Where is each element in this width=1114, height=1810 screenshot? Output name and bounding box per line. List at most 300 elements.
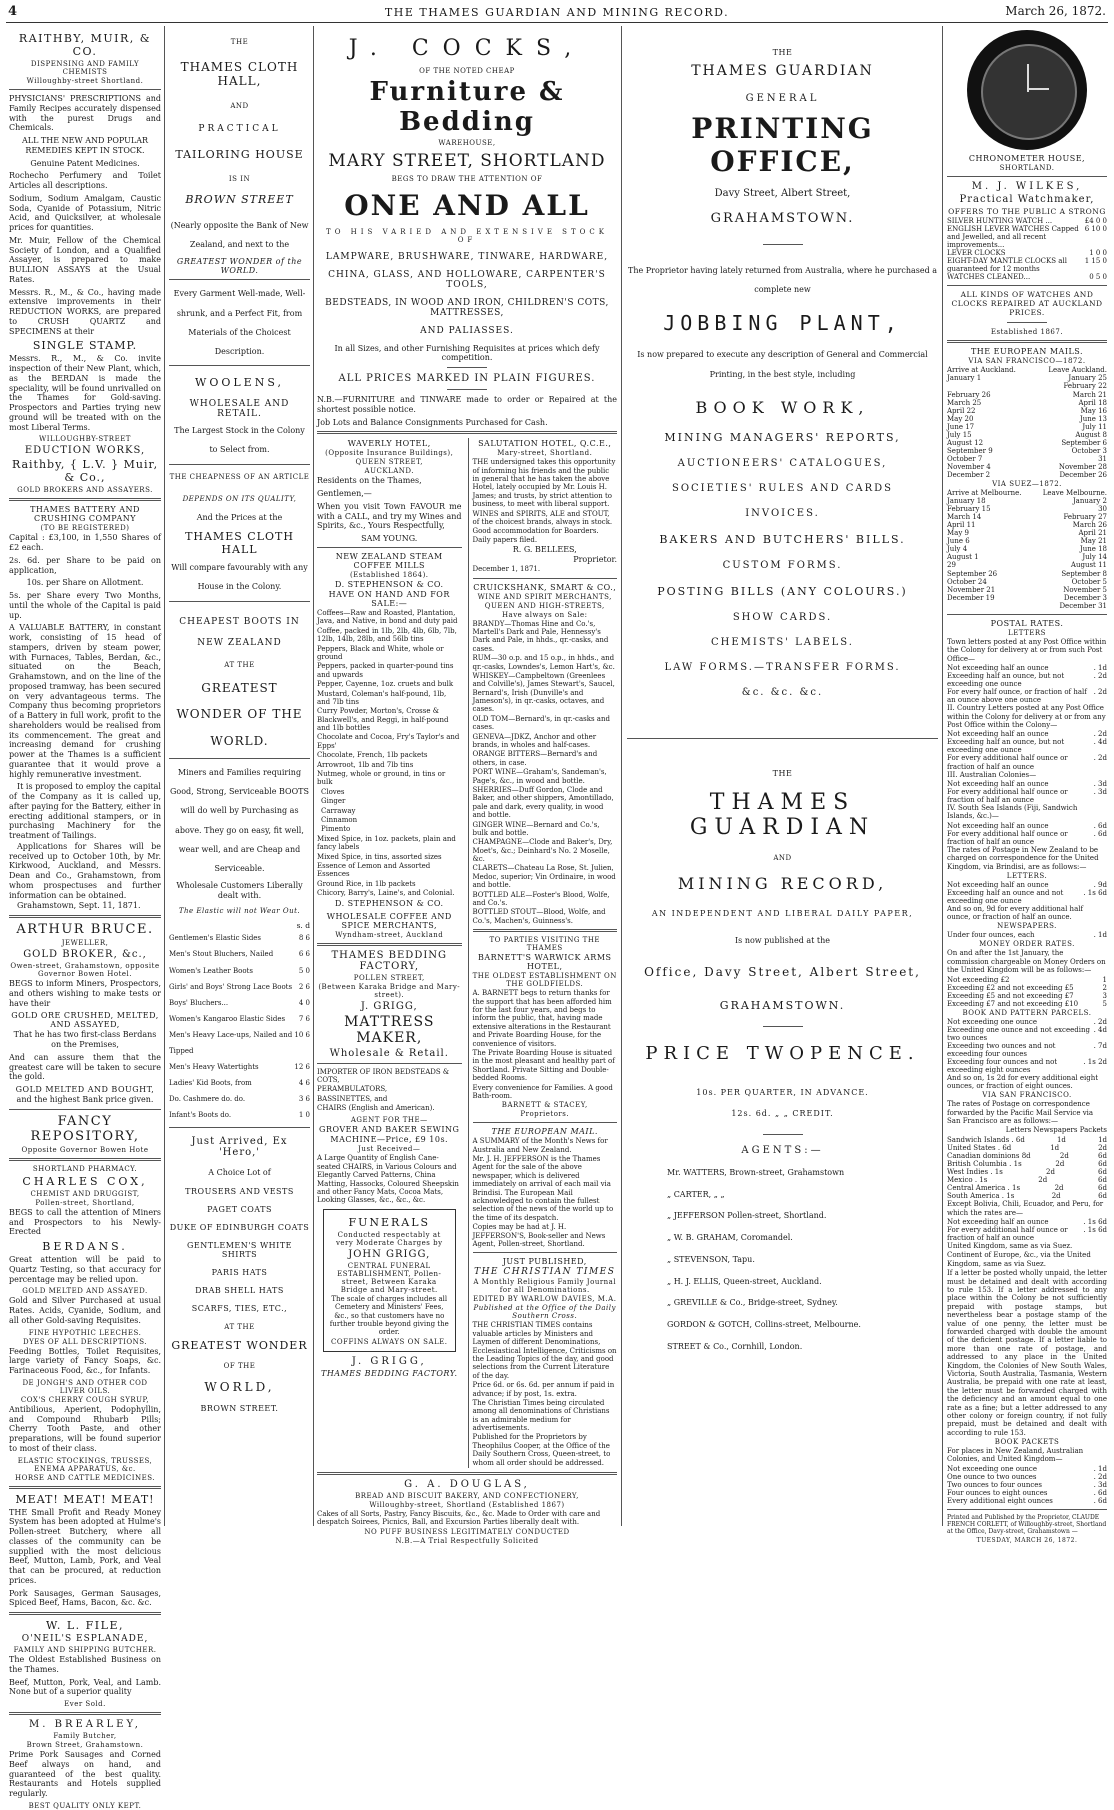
ad-signature: BARNETT & STACEY, [501, 1101, 588, 1110]
sf-mail-row [947, 407, 1107, 415]
rate-row [947, 1481, 1107, 1489]
ad-address: Owen-street, Grahamstown, opposite Governor Bowen Hotel. [10, 962, 160, 978]
rate-row [947, 1168, 1107, 1176]
ad-text: Prime Pork Sausages and Corned Beef always on hand, and guaranteed of the best quality. Restaurants and Hotels supplied regularly. [9, 1750, 161, 1798]
wine-item: PORT WINE—Graham's, Sandeman's, Page's, &c., in wood and bottle. [472, 768, 607, 785]
rate-row-cell: . 6d [1093, 1497, 1107, 1506]
ad-subtitle: A Monthly Religious Family Journal for all Denominations. [473, 1278, 617, 1295]
ad-heading: TAILORING HOUSE [175, 148, 304, 161]
rate-row [947, 1160, 1107, 1168]
suez-mail-row-cell: 29 [947, 561, 956, 570]
ad-subtitle: Opposite Governor Bowen Hote [21, 1145, 149, 1154]
rate-row [947, 664, 1107, 672]
rates-table [947, 976, 1107, 1008]
ad-heading: WHOLESALE AND RETAIL. [189, 399, 290, 420]
rate-row-cell: Every additional eight ounces [947, 1497, 1053, 1506]
ad-text: Nutmeg, whole or ground, in tins or bulk [317, 770, 446, 787]
arrived-items [169, 1187, 310, 1313]
ad-heading: GROVER AND BAKER SEWING [319, 1125, 460, 1135]
ad-firm: Raithby, { L.V. } Muir, & Co., [11, 458, 159, 485]
ad-heading: Practical Watchmaker, [959, 194, 1095, 205]
wine-item: GENEVA—JDKZ, Anchor and other brands, in wholes and half-cases. [472, 732, 597, 750]
suez-mail-row-cell: April 21 [1078, 529, 1107, 538]
ad-text: OF THE [223, 1362, 256, 1371]
ad-text: IMPORTER OF IRON BEDSTEADS & COTS, [317, 1067, 450, 1084]
suez-mail-row-cell: October 5 [1071, 577, 1107, 586]
wine-item: CLARETS—Chateau La Rose, St. Julien, Medoc, superior; Vin Ordinaire, in wood and bottle. [472, 864, 616, 890]
section-subtitle: BOOK AND PATTERN PARCELS. [962, 1008, 1092, 1017]
ad-text: In all Sizes, and other Furnishing Requisites at prices which defy competition. [334, 344, 600, 362]
ad-text: THE [772, 48, 793, 57]
ad-heading: BEST QUALITY ONLY KEPT. [28, 1801, 142, 1810]
agent-item: „ W. B. GRAHAM, Coromandel. [667, 1233, 793, 1242]
ad-heading: DEPENDS ON ITS QUALITY, [182, 494, 297, 503]
ad-text: Ever Sold. [64, 1700, 106, 1708]
printing-service: BOOK WORK, [695, 397, 870, 417]
rate-row [947, 822, 1107, 830]
ad-text: AT THE [224, 1323, 255, 1332]
spice-list [317, 788, 462, 834]
ad-heading: AGENTS:— [741, 1144, 824, 1156]
rate-row-cell: 6d [1098, 1176, 1107, 1185]
spice-item: Ginger [321, 797, 346, 806]
rate-row [947, 1184, 1107, 1192]
rate-row-cell: Sandwich Islands . 6d [947, 1135, 1025, 1144]
watch-price-row [947, 225, 1107, 249]
ad-address: Office, Davy Street, Albert Street, [644, 964, 921, 979]
ad-heading: MATTRESS MAKER, [344, 1013, 435, 1046]
price-header: s. d [296, 920, 310, 930]
ad-pharmacy [9, 1165, 161, 1482]
ad-heading: GREATEST WONDER [171, 1339, 308, 1353]
ad-heading: FUNERALS [348, 1215, 431, 1229]
ad-title: CHARLES COX, [22, 1174, 148, 1188]
ad-text: CHINA, GLASS, AND HOLLOWARE, CARPENTER'S TOOLS, [328, 270, 606, 290]
ad-text: Coffee, packed in 1lb, 2lb, 4lb, 6lb, 7lb, 12lb, 14lb, 28lb, and 56lb tins [317, 626, 457, 644]
suez-mail-row-cell: February 15 [947, 505, 991, 514]
ad-text: Good accommodation for Boarders. Daily papers filed. [472, 527, 599, 544]
printing-service: INVOICES. [745, 507, 820, 519]
wine-item: BOTTLED ALE—Foster's Blood, Wolfe, and Co.'s. [472, 890, 610, 908]
ad-salutation [473, 439, 618, 573]
ad-firm: J. GRIGG, [360, 1000, 418, 1012]
section-subtitle: VIA SUEZ—1872. [992, 480, 1062, 489]
section-subtitle: BOOK PACKETS [994, 1438, 1060, 1447]
ad-text: Established 1867. [990, 328, 1064, 337]
ad-text: And the Prices at the [196, 512, 283, 522]
wine-item: BOTTLED STOUT—Blood, Wolfe, and Co.'s, Machen's, Guinness's. [472, 908, 606, 925]
suez-mail-row-cell: April 11 [947, 521, 976, 530]
suez-mail-row [947, 586, 1107, 594]
ad-text: And can assure them that the greatest care will be taken to secure the gold. [9, 1052, 161, 1082]
boot-price-row-cell: 3 6 [298, 1095, 310, 1104]
rate-row-cell: 5 [1102, 999, 1107, 1008]
ad-battery [9, 505, 161, 911]
ad-text: Chocolate and Cocoa, Fry's Taylor's and Epps' [317, 733, 460, 750]
ad-heading: WILLOUGHBY-STREET [39, 435, 131, 444]
table-header: Leave Auckland. [1048, 366, 1107, 375]
ad-heading: MACHINE—Price, £9 10s. [330, 1135, 449, 1145]
rate-row-cell: . 1s 6d [1083, 889, 1107, 898]
boot-price-row-cell: Women's Leather Boots [169, 966, 253, 975]
ad-text: 2s. 6d. per Share to be paid on application, [9, 555, 161, 575]
watch-price-row-cell: ENGLISH LEVER WATCHES Capped and Jewelled, and all recent improvements... [947, 225, 1079, 250]
ad-text: TO HIS VARIED AND EXTENSIVE STOCK OF [326, 228, 608, 244]
ad-text: THE Small Profit and Ready Money System has been adopted at Hulme's Pollen-street Butchery, where all classes of the community can be supplied with the most delicious Beef, Mutton, Lamb, Pork, and Veal that can be procured, at reduction prices. [9, 1507, 161, 1585]
ad-heading: DE JONGH'S AND OTHER COD LIVER OILS. [22, 1378, 148, 1395]
ad-text: Cakes of all Sorts, Pastry, Fancy Biscuits, &c., &c. Made to Order with care and despatch Soirees, Picnics, Ball, and Excursion Parties liberally dealt with. [317, 1510, 601, 1527]
rate-row-cell: . 2d [1093, 671, 1107, 680]
rate-row-cell: 2d [1051, 1192, 1061, 1201]
printing-service: AUCTIONEERS' CATALOGUES, [677, 457, 888, 469]
column-5 [944, 30, 1110, 1544]
rates-table [947, 881, 1107, 921]
ad-title: THAMES CLOTH HALL, [180, 60, 299, 88]
suez-mail-row-cell: December 19 [947, 593, 995, 602]
ad-text: Messrs. R., M., & Co., having made extensive improvements in their REDUCTION WORKS, are prepared to CRUSH QUARTZ and SPECIMENS at their [9, 287, 161, 336]
clock-illustration [967, 30, 1087, 150]
rates-table [947, 931, 1107, 939]
ad-title: THAMES BEDDING FACTORY, [331, 949, 448, 972]
suez-mail-row [947, 561, 1107, 569]
ad-text: LAMPWARE, BRUSHWARE, TINWARE, HARDWARE, [325, 252, 609, 262]
ad-signature: Proprietors. [520, 1110, 570, 1119]
ad-signature: SAM YOUNG. [361, 534, 418, 543]
imprint: Printed and Published by the Proprietor, CLAUDE FRENCH CORLETT, of Willoughby-street, Shortland at the Office, Davy-street, Grahamstown — [947, 1514, 1107, 1536]
boot-price-row-cell: 8 6 [298, 934, 310, 943]
boots-price-list [169, 930, 310, 1123]
ad-signature: J. GRIGG, [351, 1355, 427, 1367]
ad-heading: JOBBING PLANT, [663, 311, 902, 336]
suez-mail-row-cell: February 27 [1063, 513, 1107, 522]
spice-item: Pimento [321, 825, 351, 834]
suez-mail-row-cell: December 31 [1059, 601, 1107, 610]
rate-row [947, 754, 1107, 770]
rate-row-cell: . 6d [1093, 829, 1107, 838]
ad-signature: THAMES BEDDING FACTORY. [320, 1368, 458, 1378]
ad-subtitle: Family Butcher, [53, 1732, 117, 1740]
sf-mail-row [947, 455, 1107, 463]
ad-heading: GOLD MELTED AND ASSAYED. [22, 1287, 148, 1296]
suez-mail-row-cell: November 21 [947, 585, 996, 594]
ad-heading: Furniture & Bedding [369, 77, 565, 137]
sf-mail-row-cell: January 25 [1068, 374, 1107, 383]
sf-mail-row [947, 463, 1107, 471]
sf-mail-row [947, 423, 1107, 431]
ad-text: Every Garment Well-made, Well-shrunk, and a Perfect Fit, from Materials of the Choicest Description. [173, 289, 306, 356]
ad-text: A VALUABLE BATTERY, in constant work, consisting of 15 head of stampers, driven by steam power, with Furnaces, Tables, Berdan, &c., situated on the Beach, Grahamstown, and on the line of the proposed tramway, has been secured on very advantageous terms. The Company thus becoming proprietors of a Battery in full work, profit to the shareholders would be realised from its commencement. The great and increasing demand for crushing power at the Thames is a sufficient guarantee that it would prove a highly remunerative investment. [9, 623, 161, 779]
ad-text: IS IN [228, 175, 251, 183]
ad-text: Mr. Muir, Fellow of the Chemical Society of London, and a Qualified Assayer, is prepared to make BULLION ASSAYS at the Usual Rates. [9, 235, 161, 284]
ad-text: Sodium, Sodium Amalgam, Caustic Soda, Cyanide of Potassium, Nitric Acid, and Quicksilver, at wholesale prices for quantities. [9, 193, 161, 232]
ad-text: 12s. 6d. „ „ CREDIT. [731, 1108, 834, 1118]
rate-row-cell: . 3d [1093, 1480, 1107, 1489]
ad-text: Chocolate, French, 1lb packets [317, 751, 428, 760]
ad-subtitle: OF THE NOTED CHEAP [419, 67, 515, 75]
rate-row-cell: And so on, 1s 2d for every additional eight ounces, or fraction of eight ounces. [947, 1074, 1099, 1091]
rate-row-cell: Exceeding £5 and not exceeding £7 [947, 991, 1074, 1000]
rate-row [947, 788, 1107, 804]
table-header: Arrive at Auckland. [947, 366, 1016, 375]
boot-price-row-cell: Ladies' Kid Boots, from [169, 1079, 252, 1088]
rate-row-cell: . 6d [1093, 821, 1107, 830]
watch-price-row-cell: £4 0 0 [1084, 217, 1107, 225]
agent-item: „ GREVILLE & Co., Bridge-street, Sydney. [667, 1298, 838, 1308]
rates-table [947, 1218, 1107, 1242]
ad-title: CRUICKSHANK, SMART & CO., [473, 582, 617, 592]
column-divider [164, 26, 165, 1526]
ad-text: Antibilious, Aperient, Podophyllin, and Compound Rhubarb Pills; Cherry Tooth Paste, and other preparations, will be found superior to most of their class. [9, 1404, 161, 1453]
rate-row-cell: West Indies . 1s [947, 1167, 1003, 1176]
ad-text: BEGS to inform Miners, Prospectors, and others wishing to make tests or have their [9, 979, 161, 1008]
rate-row-cell: . 1d [1093, 663, 1107, 672]
ad-subtitle: THE OLDEST ESTABLISHMENT ON THE GOLDFIELDS. [472, 972, 617, 989]
suez-mail-row-cell: March 26 [1072, 521, 1107, 530]
rate-row-cell: 1 [1102, 975, 1107, 984]
agent-item: „ JEFFERSON Pollen-street, Shortland. [667, 1211, 827, 1221]
rate-row-cell: Central America . 1s [947, 1184, 1021, 1193]
watch-price-row-cell: 6 10 0 [1084, 225, 1107, 234]
ad-heading: SINGLE STAMP. [32, 339, 138, 353]
suez-mail-row [947, 521, 1107, 529]
sf-mail-row-cell: October 3 [1071, 446, 1107, 455]
rate-row-cell: . 4d [1093, 1025, 1107, 1034]
section-subtitle: NEWSPAPERS. [997, 922, 1057, 931]
rate-row-cell: . 2d [1093, 1017, 1107, 1026]
section-title: THE EUROPEAN MAILS. [970, 347, 1084, 357]
sf-mail-row [947, 382, 1107, 390]
rates-text: If a letter be posted wholly unpaid, the letter must be detained and dealt with according to rule 153. If a letter addressed to any place within the Colony be not sufficiently prepaid with postage stamps, but nevertheless bear a postage stamp of the value of one penny, the letter must be forwarded charged with double the amount of the deficient postage. If a letter liable to more than one rate of postage, and addressed to any place in the United Kingdom, the Colonies of New South Wales, Victoria, South Australia, Tasmania, Western Australia, be prepaid with one rate at least, the letter must be forwarded charged with the deficiency and an amount equal to one rate as a fine; but a letter addressed to any other colony or foreign country, if not fully prepaid, must be detained and dealt with according to rule 153. [947, 1269, 1107, 1437]
rate-row [947, 1152, 1107, 1160]
section-subtitle: VIA SAN FRANCISCO—1872. [968, 357, 1086, 366]
printing-service: SHOW CARDS. [732, 611, 833, 623]
rates-text: Continent of Europe, &c., via the United Kingdom, same as via Suez. [947, 1251, 1091, 1268]
watch-price-row [947, 273, 1107, 281]
wine-list [473, 620, 618, 926]
ad-waverly [317, 439, 462, 543]
ad-title: THAMES GUARDIAN [691, 63, 874, 79]
rate-row-cell: Under four ounces, each [947, 931, 1035, 940]
ad-text: ALL THE NEW AND POPULAR REMEDIES KEPT IN STOCK. [21, 136, 149, 155]
ad-title: NEW ZEALAND STEAM COFFEE MILLS [335, 552, 443, 570]
ad-text: A Choice Lot of [208, 1168, 271, 1178]
rates-text: Town letters posted at any Post Office within the Colony for delivery at or from such Post Office— [947, 637, 1107, 663]
ad-text: Great attention will be paid to Quartz Testing, so that accuracy for percentage may be relied upon. [9, 1255, 161, 1284]
section-subtitle: MONEY ORDER RATES. [979, 940, 1075, 949]
printing-service: CHEMISTS' LABELS. [711, 636, 854, 648]
ad-text: Conducted respectably at very Moderate Charges by [335, 1230, 443, 1247]
suez-mail-row-cell: November 5 [1063, 585, 1107, 594]
rate-row-cell: 2d [1055, 1159, 1065, 1168]
rate-row-cell: 1d [1056, 1135, 1066, 1144]
boot-price-row-cell: Women's Kangaroo Elastic Sides [169, 1014, 286, 1023]
sf-mail-row [947, 471, 1107, 479]
ad-text: Essence of Lemon and Assorted Essences [317, 861, 431, 879]
rate-row-cell: Four ounces to eight ounces [947, 1489, 1048, 1497]
watch-price-row [947, 257, 1107, 273]
ad-text: Copies may be had at J. H. JEFFERSON'S, Book-seller and News Agent, Pollen-street, Shortland. [472, 1223, 606, 1248]
ad-text: The Largest Stock in the Colony to Select from. [174, 426, 305, 455]
ad-heading: ALL PRICES MARKED IN PLAIN FIGURES. [338, 373, 596, 384]
ad-text: AND [773, 853, 792, 862]
ad-christian-times [473, 1257, 618, 1467]
rate-row-cell: Not exceeding half an ounce [947, 1217, 1049, 1226]
suez-mail-row-cell: June 18 [1079, 545, 1107, 554]
ad-barnett [473, 936, 618, 1118]
ad-text: Rochecho Perfumery and Toilet Articles all descriptions. [9, 171, 161, 190]
ad-address: POLLEN STREET, [353, 973, 425, 982]
watch-price-row [947, 249, 1107, 257]
arrived-item: SCARFS, TIES, ETC., [191, 1304, 288, 1314]
ad-title: CHRONOMETER HOUSE, [968, 154, 1086, 163]
rate-row-cell: 2d [1045, 1167, 1055, 1176]
boot-price-row-cell: Do. Cashmere do. do. [169, 1095, 246, 1104]
ad-heading: CHEAPEST BOOTS IN NEW ZEALAND [179, 616, 300, 649]
ad-address: SHORTLAND. [999, 164, 1055, 172]
wine-item: SHERRIES—Duff Gordon, Clode and Baker, and other shippers, Amontillado, pale and dark, every quality, in wood and bottle. [472, 785, 614, 820]
ad-title: THE EUROPEAN MAIL. [491, 1127, 598, 1137]
ad-signature: Proprietor. [573, 555, 617, 565]
ad-subtitle: FAMILY AND SHIPPING BUTCHER. [13, 1646, 157, 1654]
agent-item: „ CARTER, „ „ [667, 1189, 725, 1199]
suez-mail-row [947, 594, 1107, 602]
rate-row [947, 881, 1107, 889]
boot-price-row-cell: Men's Stout Bluchers, Nailed [169, 950, 274, 959]
rate-row [947, 1042, 1107, 1058]
ad-text: BEGS TO DRAW THE ATTENTION OF [391, 175, 543, 183]
ad-address: QUEEN AND HIGH-STREETS, [484, 601, 605, 610]
rate-row-cell: . 2d [1093, 730, 1107, 739]
rate-row-cell: . 6d [1093, 1489, 1107, 1497]
ad-subtitle: (Established 1864). [349, 571, 429, 579]
ad-text: Ground Rice, in 1lb packets [317, 879, 416, 888]
ad-text: 10s. per Share on Allotment. [26, 578, 144, 588]
ad-text: BEGS to call the attention of Miners and Prospectors to his Newly-Erected [9, 1207, 161, 1237]
sf-mail-row-cell: December 26 [1059, 470, 1107, 479]
ad-text: N.B.—FURNITURE and TINWARE made to order or Repaired at the shortest possible notice. [317, 395, 617, 414]
rate-row-cell: One ounce to two ounces [947, 1472, 1037, 1481]
watch-price-row-cell: 0 5 0 [1089, 273, 1107, 282]
ad-text: Curry Powder, Morton's, Crosse & Blackwell's, and Reggi, in half-pound and 1lb bottles [317, 707, 449, 733]
sf-mail-row-cell: August 8 [1075, 430, 1107, 439]
ad-title: BARNETT'S WARWICK ARMS HOTEL, [477, 953, 612, 972]
ad-bedding-factory [317, 950, 462, 1378]
rate-row-cell: 2d [1098, 1143, 1107, 1152]
sf-mail-row [947, 431, 1107, 439]
rate-row-cell: . 3d [1093, 779, 1107, 788]
ad-heading: ELASTIC STOCKINGS, TRUSSES, ENEMA APPARATUS, &c. [17, 1456, 153, 1473]
sf-mail-row [947, 447, 1107, 455]
boot-price-row-cell: Infant's Boots do. [169, 1111, 232, 1120]
boot-price-row [169, 1091, 310, 1107]
rate-row-cell: Not exceeding one ounce [947, 1464, 1037, 1473]
rate-row-cell: For every additional half ounce or fraction of half an ounce [947, 1226, 1068, 1243]
ad-text: Chicory, Barry's, Laine's, and Colonial. [317, 889, 455, 898]
ad-text: CHAIRS (English and American). [317, 1104, 435, 1113]
col3-right [468, 438, 618, 1468]
printing-service: CUSTOM FORMS. [722, 559, 843, 571]
ad-text: Job Lots and Balance Consignments Purchased for Cash. [317, 417, 548, 427]
sf-mail-table [947, 374, 1107, 479]
rate-row-cell: And so on, 9d for every additional half ounce, or fraction of half an ounce. [947, 905, 1084, 922]
sf-mail-row-cell: January 1 [947, 374, 982, 383]
rate-row-cell: Exceeding half an ounce, but not exceeding one ounce [947, 738, 1065, 755]
ad-fancy [9, 1114, 161, 1154]
watch-price-row-cell: 1 15 0 [1084, 257, 1107, 266]
ad-address: (Between Karaka Bridge and Mary-street). [318, 982, 461, 999]
rates-text: The rates of Postage in New Zealand to be charged on correspondence for the United Kingdom, via Brindisi, are as follows:— [947, 846, 1099, 871]
ad-text: EDITED BY WARLOW DAVIES, M.A. [473, 1295, 617, 1304]
ad-title: M. BREARLEY, [29, 1719, 141, 1730]
suez-mail-row-cell: December 3 [1063, 593, 1107, 602]
ad-title: THAMES BATTERY AND CRUSHING COMPANY [30, 505, 140, 524]
boot-price-row-cell: Boys' Bluchers... [169, 998, 229, 1007]
ad-address: Davy Street, Albert Street, [714, 188, 851, 199]
boot-price-row [169, 963, 310, 979]
rates-text: IV. South Sea Islands (Fiji, Sandwich Islands, &c.)— [947, 804, 1078, 821]
wine-item: OLD TOM—Bernard's, in qr.-casks and cases. [472, 714, 610, 732]
ad-heading: GREATEST WONDER of the WORLD. [176, 257, 303, 276]
ad-title: THE CHRISTIAN TIMES [474, 1267, 616, 1278]
rates-table [947, 822, 1107, 846]
rates-text: The rates of Postage on correspondence forwarded by the Pacific Mail Service via San Francisco are as follows:— [947, 1100, 1094, 1126]
col3-left [317, 438, 462, 1468]
ad-douglas [317, 1479, 617, 1545]
rate-row [947, 905, 1107, 921]
sf-mail-row-cell: May 16 [1080, 406, 1107, 415]
ad-heading: WORLD, [204, 1380, 275, 1395]
rate-row [947, 780, 1107, 788]
ad-text: Will compare favourably with any House in the Colony. [171, 563, 308, 592]
rate-row-cell: . 1d [1093, 931, 1107, 940]
boot-price-row [169, 946, 310, 962]
ad-text: AND PALIASSES. [420, 326, 514, 336]
ad-text: Beef, Mutton, Pork, Veal, and Lamb. None but of a superior quality [9, 1677, 161, 1697]
boot-price-row [169, 930, 310, 946]
ad-text: Mixed Spice, in tins, assorted sizes [317, 852, 442, 861]
rate-row-cell: 6d [1098, 1159, 1107, 1168]
rate-row-cell: For every additional half ounce or fraction of half an ounce [947, 787, 1068, 805]
rate-row-cell: Exceeding one ounce and not exceeding two ounces [947, 1025, 1090, 1042]
ad-address: Mary-street, Shortland. [497, 449, 593, 458]
column-4 [624, 30, 941, 1526]
ad-bruce [9, 922, 161, 1105]
watch-price-row-cell: 1 0 0 [1089, 249, 1107, 258]
rate-row [947, 1473, 1107, 1481]
ad-text: PHYSICIANS' PRESCRIPTIONS and Family Recipes accurately dispensed with the purest Drugs and Chemicals. [9, 94, 161, 133]
boot-price-row-cell: 7 6 [298, 1014, 310, 1023]
rate-row [947, 738, 1107, 754]
ad-text: JUST PUBLISHED, [502, 1257, 587, 1267]
ad-heading: Wholesale & Retail. [329, 1047, 449, 1059]
ad-text: Published for the Proprietors by Theophilus Cooper, at the Office of the Daily Southern Cross, Queen-street, to whom all order should be addressed. [472, 1433, 611, 1467]
ad-heading: GENERAL [745, 93, 820, 104]
boot-price-row [169, 1011, 310, 1027]
sf-mail-row-cell: November 28 [1058, 462, 1107, 471]
sf-mail-row-cell: July 11 [1082, 422, 1107, 431]
ad-text: Published at the Office of the Daily Southern Cross. [473, 1304, 616, 1321]
boot-price-row-cell: 4 0 [298, 998, 310, 1007]
ad-heading: GRAHAMSTOWN. [719, 998, 846, 1012]
rate-row [947, 1497, 1107, 1505]
rates-text: On and after the 1st January, the commission chargeable on Money Orders on the United Kingdom will be as follows:— [947, 949, 1106, 975]
ad-subtitle: DISPENSING AND FAMILY CHEMISTS [30, 60, 140, 76]
suez-mail-row-cell: March 14 [947, 513, 982, 522]
rate-row-cell: 3 [1102, 991, 1107, 1000]
rates-text: United Kingdom, same as via Suez. [947, 1242, 1073, 1251]
ad-text: Capital : £3,100, in 1,550 Shares of £2 each. [9, 533, 161, 552]
ad-address: Willoughby-street, Shortland (Established 1867) [369, 1501, 565, 1510]
